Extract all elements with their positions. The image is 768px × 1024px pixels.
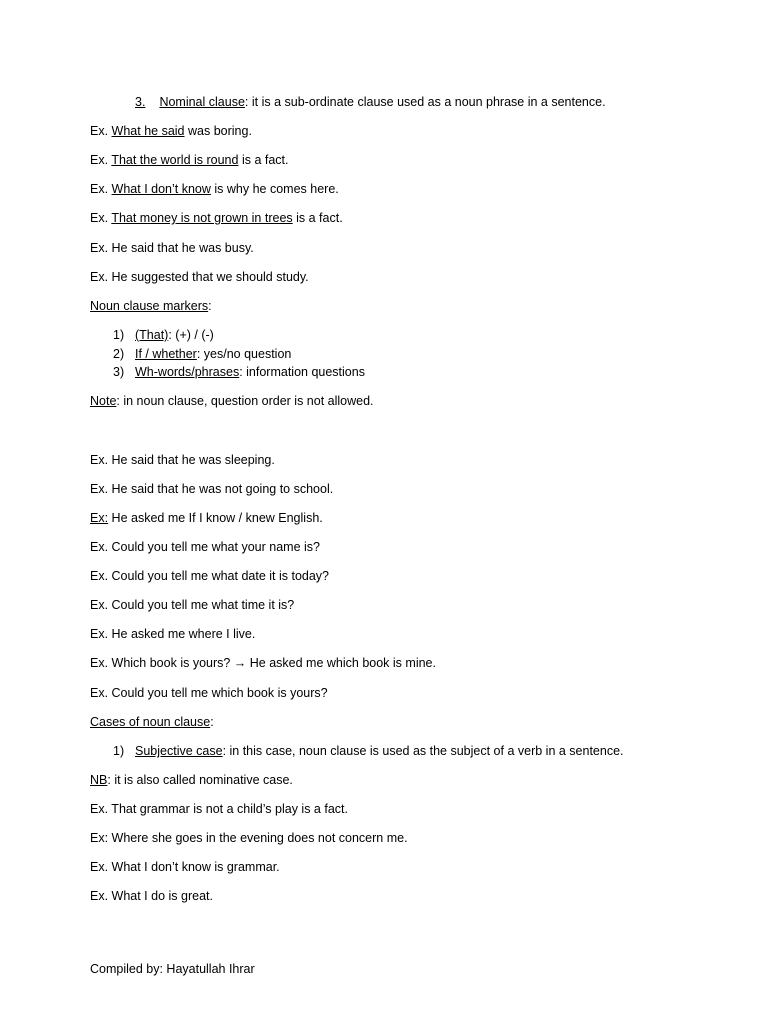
markers-title [90, 298, 212, 314]
list-number: 1) [113, 744, 125, 758]
marker-term: (That) [135, 328, 169, 342]
example-line: Ex. Which book is yours? → He asked me which book is mine. [90, 656, 436, 670]
example-prefix: Ex: [90, 511, 109, 525]
list-item [135, 364, 365, 380]
example-line: Ex. What I do is great. [90, 889, 213, 903]
marker-desc: : (+) / (-) [168, 328, 214, 342]
example-line: Ex. What I don’t know is grammar. [90, 860, 280, 874]
marker-desc: : yes/no question [196, 347, 292, 361]
underlined-clause: What he said [111, 124, 185, 138]
case-term: Subjective case [135, 744, 223, 758]
example-line: Ex. He said that he was busy. [90, 241, 254, 255]
example-line [90, 152, 289, 168]
example-line [90, 510, 323, 526]
note-text: : in noun clause, question order is not allowed. [116, 394, 374, 408]
markers-title-colon: : [208, 299, 212, 313]
example-prefix: Ex. [90, 124, 112, 138]
nb-text: : it is also called nominative case. [107, 773, 293, 787]
list-number: 2) [113, 347, 125, 361]
list-item [135, 743, 624, 759]
underlined-clause: What I don’t know [111, 182, 211, 196]
example-rest: is why he comes here. [210, 182, 339, 196]
heading-definition: : it is a sub-ordinate clause used as a noun phrase in a sentence. [244, 95, 606, 109]
heading-term: Nominal clause [159, 95, 245, 109]
example-line [90, 181, 339, 197]
example-line [90, 123, 252, 139]
example-line: Ex. He suggested that we should study. [90, 270, 309, 284]
example-rest: is a fact. [292, 211, 343, 225]
list-number: 1) [113, 328, 125, 342]
example-line: Ex. He asked me where I live. [90, 627, 256, 641]
example-line: Ex. That grammar is not a child’s play is a fact. [90, 802, 348, 816]
example-line: Ex. Could you tell me what your name is? [90, 540, 320, 554]
note-line [90, 393, 374, 409]
example-prefix: Ex. [90, 211, 112, 225]
example-prefix: Ex. [90, 182, 112, 196]
example-line: Ex. Could you tell me what date it is today? [90, 569, 330, 583]
list-item [135, 346, 291, 362]
example-rest: was boring. [184, 124, 252, 138]
list-number: 3) [113, 365, 125, 379]
cases-title-text: Cases of noun clause [90, 715, 211, 729]
example-line: Ex. He said that he was not going to school. [90, 482, 334, 496]
case-desc: : in this case, noun clause is used as the subject of a verb in a sentence. [222, 744, 624, 758]
underlined-clause: That money is not grown in trees [111, 211, 293, 225]
cases-title [90, 714, 214, 730]
nb-label: NB [90, 773, 108, 787]
cases-title-colon: : [210, 715, 214, 729]
note-label: Note [90, 394, 117, 408]
marker-term: Wh-words/phrases [135, 365, 240, 379]
example-prefix: Ex. [90, 153, 112, 167]
heading-number: 3. [135, 95, 146, 109]
example-rest: He asked me If I know / knew English. [108, 511, 323, 525]
marker-desc: : information questions [239, 365, 365, 379]
footer-credit: Compiled by: Hayatullah Ihrar [90, 962, 255, 976]
marker-term: If / whether [135, 347, 197, 361]
example-line: Ex. Could you tell me which book is yours? [90, 686, 328, 700]
section-heading [135, 94, 606, 110]
example-line: Ex. Could you tell me what time it is? [90, 598, 295, 612]
markers-title-text: Noun clause markers [90, 299, 209, 313]
list-item [135, 327, 214, 343]
example-line [90, 210, 343, 226]
nb-line [90, 772, 293, 788]
example-rest: is a fact. [238, 153, 289, 167]
example-line: Ex: Where she goes in the evening does not concern me. [90, 831, 408, 845]
underlined-clause: That the world is round [111, 153, 239, 167]
example-line: Ex. He said that he was sleeping. [90, 453, 275, 467]
